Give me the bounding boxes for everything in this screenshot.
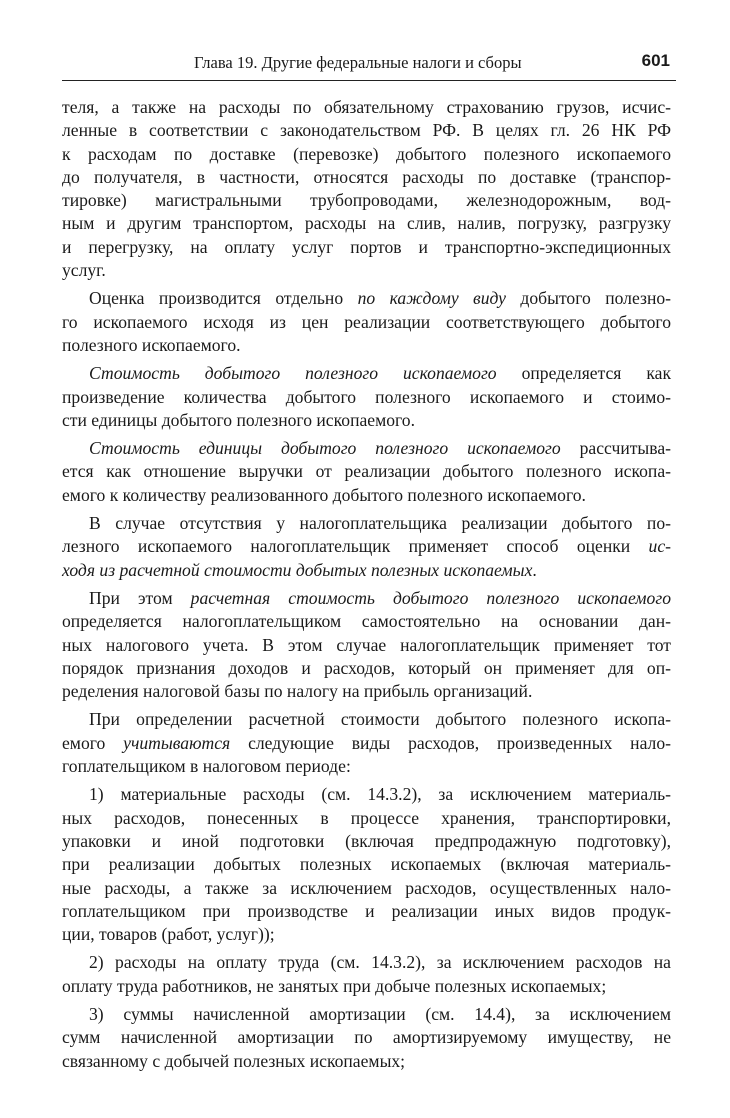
text-line — [62, 708, 671, 731]
text-line — [62, 587, 671, 610]
text-line — [62, 143, 671, 166]
text-line — [62, 900, 671, 923]
paragraph — [62, 512, 671, 582]
text-line — [62, 975, 671, 998]
text-line — [62, 732, 671, 755]
chapter-title: Глава 19. Другие федеральные налоги и сборы — [194, 53, 522, 72]
text-line — [62, 634, 671, 657]
text-run: теля, а также на расходы по обязательному страхованию грузов, исчис- — [62, 97, 671, 117]
text-run: емого — [62, 732, 124, 753]
text-run: ется как отношение выручки от реализации добытого полезного ископа- — [62, 461, 671, 482]
text-run: упаковки и иной подготовки (включая предпродажную подготовку), — [62, 830, 671, 851]
text-line — [62, 460, 671, 483]
text-line — [62, 877, 671, 900]
text-run: 3) суммы начисленной амортизации (см. 14.4), за исключением — [89, 1003, 671, 1024]
text-line — [62, 755, 671, 778]
italic-text: учитываются — [123, 732, 231, 753]
italic-text: по каждому виду — [357, 288, 506, 309]
italic-text: ходя из расчетной стоимости добытых полезных ископаемых — [62, 559, 533, 580]
text-run: определяется как — [496, 363, 671, 384]
text-line — [62, 535, 671, 558]
text-line — [62, 559, 671, 582]
text-run: добытого полезно- — [505, 288, 672, 309]
paragraph — [62, 951, 671, 998]
text-run: рассчитыва- — [560, 438, 671, 459]
text-run: 1) материальные расходы (см. 14.3.2), за исключением материаль- — [89, 784, 671, 805]
text-line — [62, 212, 671, 235]
paragraph — [62, 437, 671, 507]
text-run: сти единицы добытого полезного ископаемого. — [62, 409, 415, 430]
text-line — [62, 1050, 671, 1073]
text-run: емого к количеству реализованного добытого полезного ископаемого. — [62, 484, 586, 505]
text-run: При этом — [89, 587, 191, 608]
paragraph — [62, 96, 671, 282]
paragraph — [62, 708, 671, 778]
text-line — [62, 512, 671, 535]
text-line — [62, 783, 671, 806]
text-run: порядок признания доходов и расходов, который он применяет для оп- — [62, 657, 671, 678]
text-line — [62, 830, 671, 853]
text-line — [62, 362, 671, 385]
text-line — [62, 287, 671, 310]
text-line — [62, 484, 671, 507]
paragraph — [62, 287, 671, 357]
page-number: 601 — [641, 51, 670, 70]
text-run: произведение количества добытого полезного ископаемого и стоимо- — [62, 386, 671, 407]
page-body — [62, 96, 671, 1078]
text-line — [62, 166, 671, 189]
text-line — [62, 853, 671, 876]
text-run: гоплательщиком при производстве и реализации иных видов продук- — [62, 900, 671, 921]
text-run: го ископаемого исходя из цен реализации соответствующего добытого — [62, 311, 671, 332]
text-run: следующие виды расходов, произведенных нало- — [230, 732, 671, 753]
text-run: и перегрузку, на оплату услуг портов и транспортно-экспедиционных — [62, 236, 671, 257]
text-run: 2) расходы на оплату труда (см. 14.3.2), за исключением расходов на — [89, 952, 671, 973]
running-header — [62, 50, 676, 80]
text-run: к расходам по доставке (перевозке) добытого полезного ископаемого — [62, 143, 671, 164]
header-divider — [62, 80, 676, 81]
paragraph — [62, 362, 671, 432]
text-line — [62, 236, 671, 259]
text-run: до получателя, в частности, относятся расходы по доставке (транспор- — [62, 166, 671, 187]
paragraph — [62, 1003, 671, 1073]
text-run: лезного ископаемого налогоплательщик применяет способ оценки — [62, 536, 649, 557]
text-line — [62, 610, 671, 633]
text-run: услуг. — [62, 260, 106, 281]
text-line — [62, 119, 671, 142]
text-run: В случае отсутствия у налогоплательщика реализации добытого по- — [89, 513, 671, 534]
text-run: связанному с добычей полезных ископаемых; — [62, 1050, 406, 1071]
text-run: При определении расчетной стоимости добытого полезного ископа- — [89, 709, 671, 730]
text-run: определяется налогоплательщиком самостоятельно на основании дан- — [62, 611, 671, 632]
italic-text: расчетная стоимость добытого полезного ископаемого — [190, 587, 671, 608]
text-line — [62, 807, 671, 830]
text-line — [62, 951, 671, 974]
text-run: . — [532, 559, 537, 580]
text-run: сумм начисленной амортизации по амортизируемому имуществу, не — [62, 1027, 671, 1048]
text-run: ленные в соответствии с законодательством РФ. В целях гл. 26 НК РФ — [62, 120, 671, 141]
text-line — [62, 386, 671, 409]
text-line — [62, 334, 671, 357]
italic-text: Стоимость добытого полезного ископаемого — [89, 363, 497, 384]
text-run: ным и другим транспортом, расходы на слив, налив, погрузку, разгрузку — [62, 213, 671, 234]
text-line — [62, 409, 671, 432]
text-run: тировке) магистральными трубопроводами, железнодорожным, вод- — [62, 190, 671, 211]
text-run: при реализации добытых полезных ископаемых (включая материаль- — [62, 854, 671, 875]
text-line — [62, 657, 671, 680]
text-line — [62, 680, 671, 703]
text-line — [62, 96, 671, 119]
text-line — [62, 437, 671, 460]
text-run: ных расходов, понесенных в процессе хранения, транспортировки, — [62, 807, 671, 828]
paragraph — [62, 783, 671, 946]
text-run: полезного ископаемого. — [62, 334, 241, 355]
text-run: ных налогового учета. В этом случае налогоплательщик применяет тот — [62, 634, 671, 655]
text-line — [62, 259, 671, 282]
text-run: гоплательщиком в налоговом периоде: — [62, 756, 351, 777]
paragraph — [62, 587, 671, 703]
text-run: ределения налоговой базы по налогу на прибыль организаций. — [62, 681, 533, 702]
text-run: ции, товаров (работ, услуг)); — [62, 924, 275, 945]
text-line — [62, 1003, 671, 1026]
text-run: оплату труда работников, не занятых при добыче полезных ископаемых; — [62, 975, 607, 996]
italic-text: ис- — [648, 536, 671, 557]
text-run: ные расходы, а также за исключением расходов, осуществленных нало- — [62, 877, 671, 898]
italic-text: Стоимость единицы добытого полезного ископаемого — [89, 438, 561, 459]
text-line — [62, 1026, 671, 1049]
text-line — [62, 189, 671, 212]
text-line — [62, 311, 671, 334]
text-line — [62, 923, 671, 946]
text-run: Оценка производится отдельно — [89, 288, 358, 309]
